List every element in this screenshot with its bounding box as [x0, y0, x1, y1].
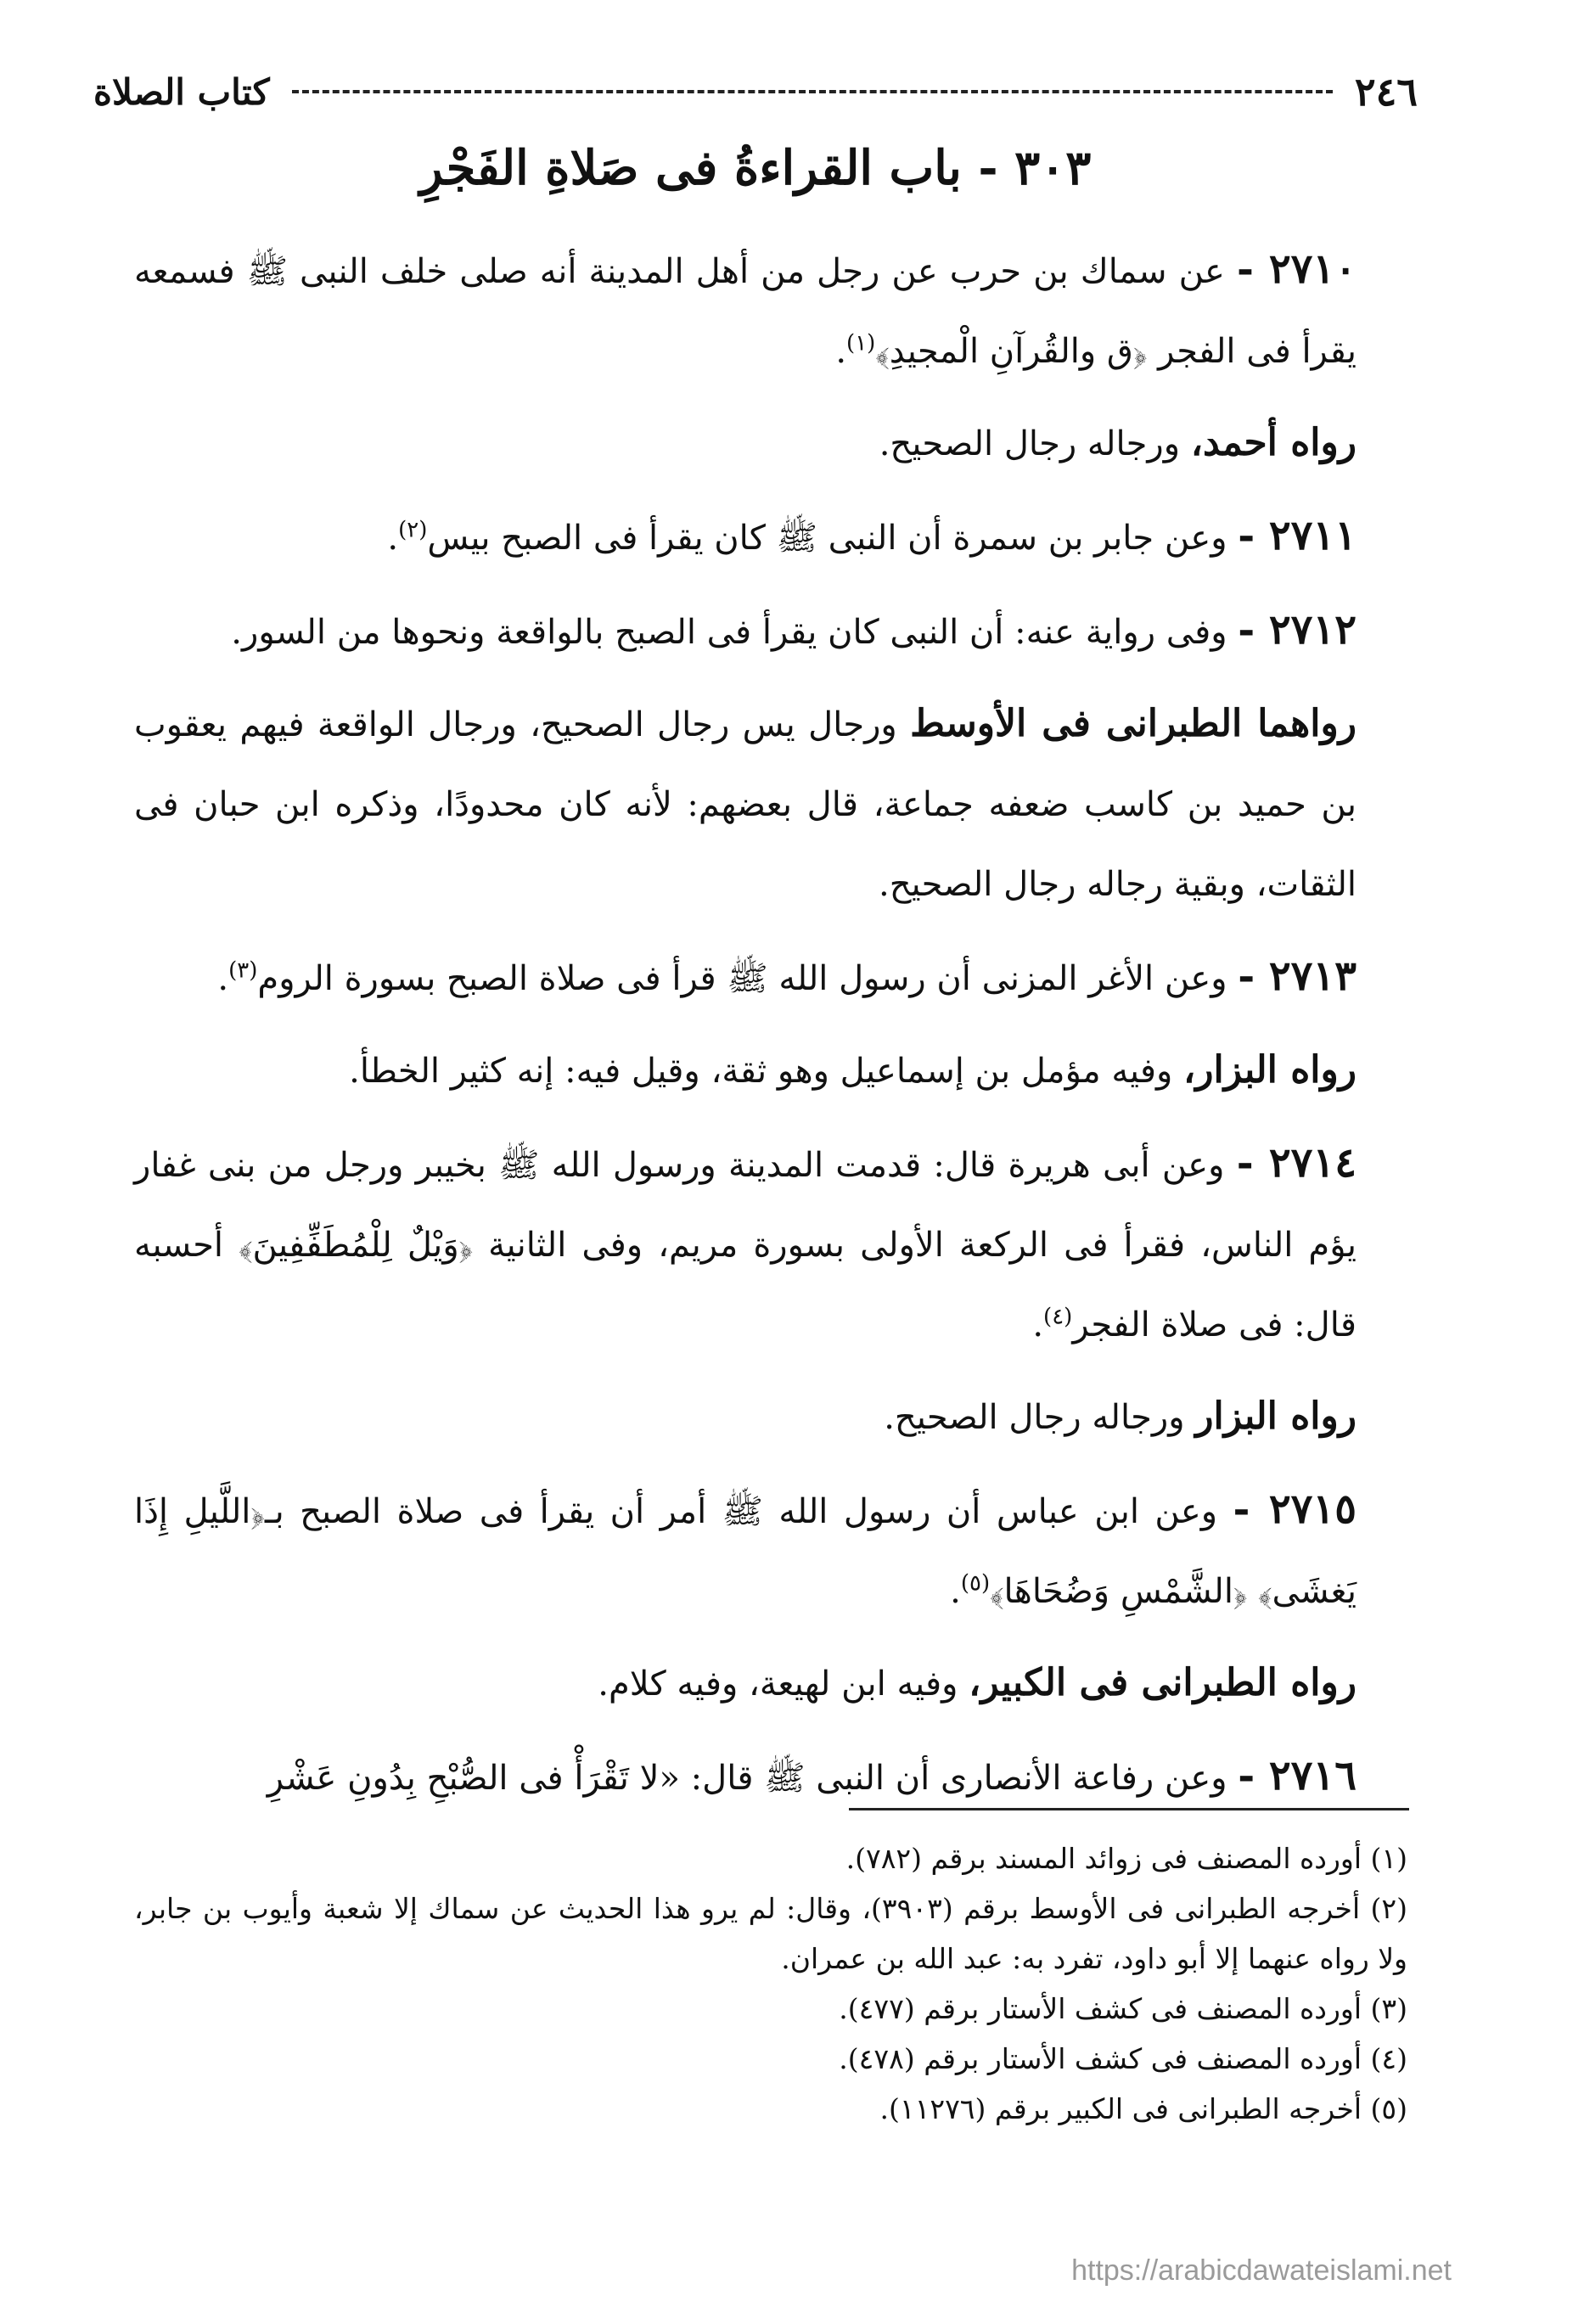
- hadith-number: ٢٧١٢ -: [1238, 606, 1357, 654]
- hadith-2712: [134, 590, 1407, 672]
- footnote-ref: (٤): [1043, 1304, 1073, 1330]
- hadith-text: وعن الأغر المزنى أن رسول الله ﷺ قرأ فى صلاة الصبح بسورة الروم: [257, 959, 1239, 998]
- footnote-2: (٢) أخرجه الطبرانى فى الأوسط برقم (٣٩٠٣)، وقال: لم يرو هذا الحديث عن سماك إلا شعبة وأيوب بن جابر، ولا رواه عنهما إلا أبو داود، تفرد به: عبد الله بن عمران.: [134, 1892, 1407, 1975]
- narration-note: [134, 1377, 1407, 1457]
- footnote-ref: (٣): [228, 957, 258, 984]
- hadith-2715: ٢٧١٥ - وعن ابن عباس أن رسول الله ﷺ أمر أن يقرأ فى صلاة الصبح بـ﴿اللَّيلِ إِذَا يَغشَى﴾ ﴿الشَّمْسِ وَضُحَاهَا﴾$^{(٥)}$.: [134, 1485, 1357, 1611]
- chapter-title: ٣٠٣ - باب القراءةُ فى صَلاةِ الفَجْرِ: [419, 140, 1092, 196]
- hadith-number: ٢٧١١ -: [1238, 512, 1357, 559]
- page-header: [93, 61, 1418, 122]
- hadith-text: وعن ابن عباس أن رسول الله ﷺ أمر أن يقرأ فى صلاة الصبح بـ﴿اللَّيلِ إِذَا يَغشَى﴾ ﴿الشَّمْسِ وَضُحَاهَا﴾: [134, 1492, 1357, 1611]
- hadith-2716: [134, 1736, 1407, 1818]
- narrator-source: رواه الطبرانى فى الكبير،: [969, 1661, 1357, 1704]
- footnote-ref: (٥): [960, 1570, 991, 1597]
- hadith-text: عن سماك بن حرب عن رجل من أهل المدينة أنه صلى خلف النبى ﷺ فسمعه يقرأ فى الفجر ﴿ق والقُرآنِ الْمجيدِ﴾: [134, 252, 1357, 371]
- narration-text: ورجاله رجال الصحيح.: [879, 424, 1191, 463]
- hadith-2714: ٢٧١٤ - وعن أبى هريرة قال: قدمت المدينة ورسول الله ﷺ بخيبر ورجل من بنى غفار يؤم الناس، فقرأ فى الركعة الأولى بسورة مريم، وفى الثانية ﴿وَيْلٌ لِلْمُطَفِّفِينَ﴾ أحسبه قال: فى صلاة الفجر$^{(٤)}$.: [134, 1139, 1357, 1344]
- narration-note: [134, 403, 1407, 484]
- footnote-5: (٥) أخرجه الطبرانى فى الكبير برقم (١١٢٧٦).: [879, 2092, 1407, 2125]
- narrator-source: رواهما الطبرانى فى الأوسط: [910, 702, 1357, 745]
- narrator-source: رواه البزار،: [1183, 1048, 1357, 1092]
- hadith-number: ٢٧١٦ -: [1238, 1752, 1357, 1799]
- hadith-text: وفى رواية عنه: أن النبى كان يقرأ فى الصبح بالواقعة ونحوها من السور.: [231, 613, 1239, 652]
- footnote-ref: (١): [846, 330, 876, 356]
- narration-text: وفيه مؤمل بن إسماعيل وهو ثقة، وقيل فيه: إنه كثير الخطأ.: [349, 1052, 1184, 1091]
- narration-note: [134, 1643, 1407, 1724]
- footnotes: [134, 1833, 1407, 2134]
- header-dashed-rule: [292, 90, 1333, 93]
- footnote-1: (١) أورده المصنف فى زوائد المسند برقم (٧٨٢).: [845, 1842, 1407, 1875]
- footnote-ref: (٢): [398, 517, 428, 543]
- narration-text: ورجال يس رجال الصحيح، ورجال الواقعة فيهم يعقوب بن حميد بن كاسب ضعفه جماعة، قال بعضهم: لأنه كان محدودًا، وذكره ابن حبان فى الثقات، وبقية رجاله رجال الصحيح.: [134, 705, 1357, 904]
- hadith-number: ٢٧١٥ -: [1233, 1485, 1357, 1533]
- hadith-body: [134, 229, 1407, 1830]
- narration-text: ورجاله رجال الصحيح.: [884, 1398, 1196, 1437]
- page-number: ٢٤٦: [1354, 69, 1418, 115]
- narration-note: [134, 1030, 1407, 1111]
- footnote-3: (٣) أورده المصنف فى كشف الأستار برقم (٤٧٧).: [839, 1992, 1407, 2025]
- hadith-2711: ٢٧١١ - وعن جابر بن سمرة أن النبى ﷺ كان يقرأ فى الصبح بيس$^{(٢)}$.: [387, 512, 1357, 559]
- hadith-text: وعن جابر بن سمرة أن النبى ﷺ كان يقرأ فى الصبح بيس: [427, 519, 1239, 558]
- narration-text: وفيه ابن لهيعة، وفيه كلام.: [598, 1664, 969, 1704]
- hadith-number: ٢٧١٤ -: [1236, 1139, 1357, 1187]
- hadith-text: وعن أبى هريرة قال: قدمت المدينة ورسول الله ﷺ بخيبر ورجل من بنى غفار يؤم الناس، فقرأ فى الركعة الأولى بسورة مريم، وفى الثانية ﴿وَيْلٌ لِلْمُطَفِّفِينَ﴾ أحسبه قال: فى صلاة الفجر: [134, 1146, 1357, 1344]
- watermark-url: https://arabicdawateislami.net: [1071, 2254, 1452, 2287]
- footnote-4: (٤) أورده المصنف فى كشف الأستار برقم (٤٧٨).: [839, 2042, 1407, 2075]
- narrator-source: رواه البزار: [1195, 1395, 1357, 1438]
- hadith-text: وعن رفاعة الأنصارى أن النبى ﷺ قال: «لا تَقْرَأْ فى الصُّبْحِ بِدُونِ عَشْرِ: [267, 1759, 1239, 1798]
- hadith-number: ٢٧١٠ -: [1236, 245, 1357, 293]
- hadith-number: ٢٧١٣ -: [1238, 952, 1357, 1000]
- book-title: كتاب الصلاة: [93, 70, 270, 113]
- footnote-separator: [849, 1808, 1409, 1810]
- narrator-source: رواه أحمد،: [1190, 421, 1357, 464]
- narration-note: [134, 684, 1407, 924]
- hadith-2713: ٢٧١٣ - وعن الأغر المزنى أن رسول الله ﷺ قرأ فى صلاة الصبح بسورة الروم$^{(٣)}$.: [217, 952, 1357, 1000]
- hadith-2710: ٢٧١٠ - عن سماك بن حرب عن رجل من أهل المدينة أنه صلى خلف النبى ﷺ فسمعه يقرأ فى الفجر ﴿ق والقُرآنِ الْمجيدِ﴾$^{(١)}$.: [134, 245, 1357, 371]
